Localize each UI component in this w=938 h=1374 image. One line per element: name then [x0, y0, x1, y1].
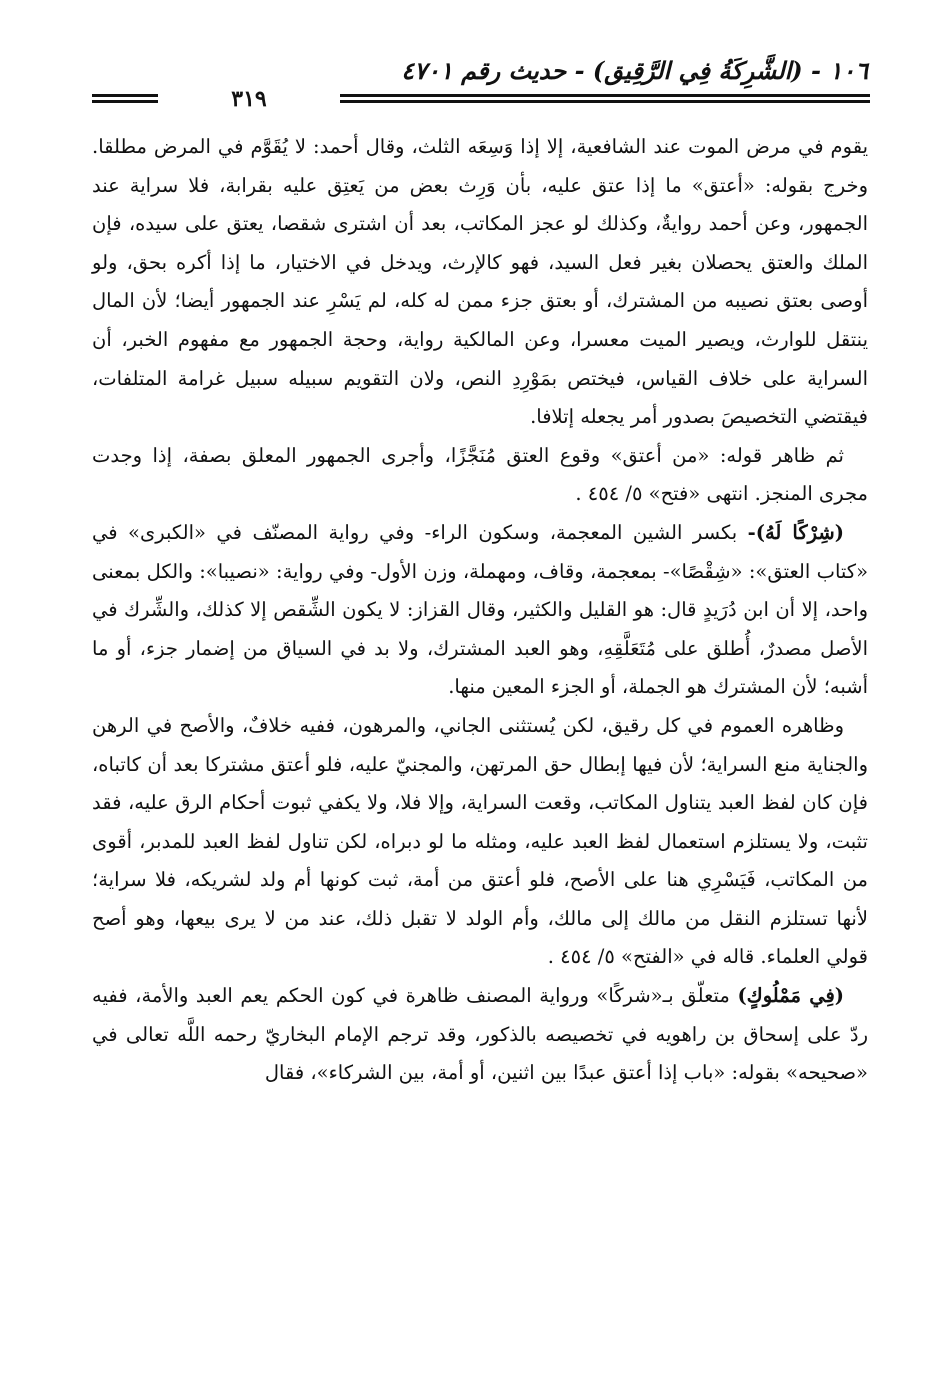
header-rule-line — [340, 94, 870, 97]
commentary-body — [92, 128, 868, 1093]
header-rule-line — [92, 100, 158, 103]
paragraph-text: متعلّق بـ«شركًا» ورواية المصنف ظاهرة في كون الحكم يعم العبد والأمة، ففيه ردّ على إسحاق بن راهويه في تخصيصه بالذكور، وقد ترجم الإمام البخاريّ رحمه اللَّه تعالى في «صحيحه» بقوله: «باب إذا أعتق عبدًا بين اثنين، أو أمة، بين الشركاء»، فقال — [92, 984, 868, 1085]
page-header — [92, 52, 870, 122]
hadith-lemma: (فِي مَمْلُوكٍ) — [737, 984, 844, 1008]
paragraph-text: وظاهره العموم في كل رقيق، لكن يُستثنى الجاني، والمرهون، ففيه خلافٌ، والأصح في الرهن والجناية منع السراية؛ لأن فيها إبطال حق المرتهن، والمجنيّ عليه، فلو أعتق مشتركا بعد أن كاتباه، فإن كان لفظ العبد يتناول المكاتب، وقعت السراية، وإلا فلا، ولا يكفي ثبوت أحكام الرق عليه، فقد تثبت، ولا يستلزم استعمال لفظ العبد عليه، ومثله ما لو دبراه، لكن تناول لفظ العبد للمدبر، أقوى من المكاتب، فَيَسْرِي هنا على الأصح، فلو أعتق من أمة، ثبت كونها أم ولد لشريكه، فلا سراية؛ لأنها تستلزم النقل من مالك إلى مالك، وأم الولد لا تقبل ذلك، عند من لا يرى بيعها، وهو أصح قولي العلماء. قاله في «الفتح» ٥/ ٤٥٤ . — [92, 713, 868, 969]
paragraph-text: بكسر الشين المعجمة، وسكون الراء- وفي رواية المصنّف في «الكبرى» في «كتاب العتق»: «شِقْصًا»- بمعجمة، وقاف، ومهملة، وزن الأول- وفي رواية: «نصيبا»: والكل بمعنى واحد، إلا أن ابن دُرَيدٍ قال: هو القليل والكثير، وقال القزاز: لا يكون الشِّقص إلا كذلك، والشِّرك في الأصل مصدرٌ، أُطلق على مُتَعَلَّقِهِ، وهو العبد المشترك، ولا بد في السياق من إضمار جزء، أو ما أشبه؛ لأن المشترك هو الجملة، أو الجزء المعين منها. — [92, 520, 868, 699]
paragraph-text: يقوم في مرض الموت عند الشافعية، إلا إذا وَسِعَه الثلث، وقال أحمد: لا يُقَوَّم في المرض مطلقا. وخرج بقوله: «أعتق» ما إذا عتق عليه، بأن وَرِث بعض من يَعتِق عليه بقرابة، فلا سراية عند الجمهور، وعن أحمد روايةٌ، وكذلك لو عجز المكاتب، بعد أن اشترى شقصا، يعتق على سيده، فإن الملك والعتق يحصلان بغير فعل السيد، فهو كالإرث، ويدخل في الاختيار، ما إذا أكره بحق، ولو أوصى بعتق نصيبه من المشترك، أو بعتق جزء ممن له كله، لم يَسْرِ عند الجمهور أيضا؛ لأن المال ينتقل للوارث، ويصير الميت معسرا، وعن المالكية رواية، وحجة الجمهور مع مفهوم الخبر، أن السراية على خلاف القياس، فيختص بمَوْرِدِ النص، ولان التقويم سبيله سبيل غرامة المتلفات، فيقتضي التخصيصَ بصدور أمر يجعله إتلافا. — [92, 135, 868, 429]
paragraph — [92, 514, 868, 707]
paragraph — [92, 707, 868, 977]
header-rule-line — [92, 94, 158, 97]
page-number: ٣١٩ — [231, 86, 267, 112]
header-rule-line — [340, 100, 870, 103]
paragraph — [92, 977, 868, 1093]
hadith-lemma: (شِرْكًا لَهُ)- — [747, 520, 844, 544]
paragraph-text: ثم ظاهر قوله: «من أعتق» وقوع العتق مُنَجَّزًا، وأجرى الجمهور المعلق بصفة، إذا وجدت مجرى المنجز. انتهى «فتح» ٥/ ٤٥٤ . — [92, 443, 868, 506]
paragraph — [92, 128, 868, 437]
paragraph — [92, 437, 868, 514]
running-title: ١٠٦ - (الشَّرِكَةُ فِي الرَّقِيق) - حديث رقم ٤٧٠١ — [401, 56, 868, 85]
